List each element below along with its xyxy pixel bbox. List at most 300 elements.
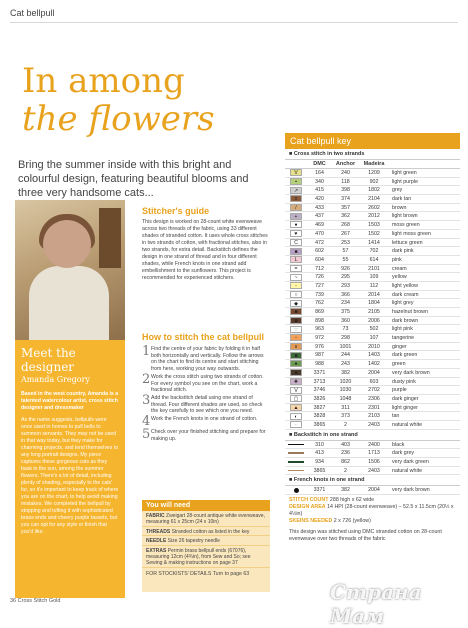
madeira-code: 902: [369, 178, 379, 185]
key-symbol-cell: [285, 449, 307, 457]
thread-swatch: ~: [290, 274, 302, 281]
madeira-code: 2306: [368, 395, 380, 402]
french-knot-dot: [294, 488, 299, 493]
thread-name: grey: [392, 187, 403, 194]
madeira-code: 2104: [368, 196, 380, 203]
thread-name: light moss green: [392, 230, 431, 237]
dmc-code: 413: [315, 450, 324, 457]
you-will-need-box: [142, 500, 270, 592]
thread-swatch: x: [290, 195, 302, 202]
dmc-code: 762: [315, 300, 324, 307]
key-row: [285, 317, 460, 326]
need-heading: You will need: [142, 500, 270, 511]
anchor-code: 374: [341, 196, 350, 203]
design-area: DESIGN AREA 14 HPI (28-count evenweave) – 52.5 x 11.5cm (20½ x 4½in): [289, 504, 454, 518]
thread-swatch: ■: [290, 248, 302, 255]
dmc-code: 869: [315, 309, 324, 315]
key-row: [285, 247, 460, 256]
anchor-code: 373: [341, 413, 350, 420]
thread-name: moss green: [392, 222, 420, 229]
key-row: [285, 386, 460, 395]
key-row: [285, 273, 460, 282]
designer-name: Amanda Gregory: [21, 375, 90, 384]
key-symbol-cell: [285, 282, 307, 290]
thread-name: dark cream: [392, 291, 419, 298]
key-row: [285, 486, 460, 495]
key-symbol-cell: [285, 169, 307, 177]
anchor-code: 73: [342, 326, 349, 333]
key-symbol-cell: [285, 186, 307, 194]
key-title: Cat bellpull key: [285, 133, 460, 149]
madeira-code: 107: [369, 335, 379, 342]
anchor-code: 311: [341, 404, 350, 411]
key-symbol-cell: [285, 360, 307, 368]
key-symbol-cell: [285, 421, 307, 429]
dmc-code: 898: [315, 317, 324, 324]
madeira-code: 1503: [368, 222, 380, 229]
key-row: [285, 212, 460, 221]
key-symbol-cell: [285, 378, 307, 386]
designer-heading: Meet the designer: [21, 346, 76, 374]
thread-swatch: -: [290, 282, 302, 289]
anchor-code: 2: [344, 421, 347, 428]
dmc-code: 963: [315, 326, 324, 333]
designer-bio: As the name suggests, bellpulls were once used in homes to pull bells to summon servants. They may not be used in that way today, but they make for charming projects, and lend themselves to any long portrait designs. My piece captures these gorgeous cats as they bask in the sun, among the summer flowers. There's a lot of detail, including plenty of shading, especially to the cats' fur, so it's important to keep track of where you are on the chart, to help avoid making mistakes. We completed the bellpull by stopping and tufting it with sophisticated brass ends and cheery purple tassels, but you can opt for any style or finish that you'd like.: [21, 417, 119, 535]
stitch-count: STITCH COUNT 288 high x 62 wide: [289, 497, 375, 504]
cross-stitch-heading: ■ Cross stitch in two strands: [285, 149, 460, 160]
thread-swatch: ↗: [290, 187, 302, 194]
step-text: Check over your finished stitching and prepare for making up.: [151, 429, 266, 442]
guide-text: This design is worked on 28-count white evenweave across two threads of the fabric, using 33 different shades of stranded cotton. It uses whole cross stitches in two strands of cotton, with fractional stitches, also in two strands, for extra detail. Backstitch defines the design in one strand of thread and in four different shades, while French knots in one strand add embellishment to the sunflowers. This project is recommended for experienced stitchers.: [142, 219, 268, 281]
watermark-logo: Страна Мам: [330, 580, 422, 628]
backstitch-line: [288, 470, 304, 472]
dmc-code: 3865: [313, 421, 326, 428]
thread-swatch: +: [290, 213, 302, 220]
thread-name: brown: [392, 204, 407, 211]
dmc-code: 712: [315, 265, 324, 272]
dmc-code: 727: [315, 282, 324, 289]
madeira-code: 1802: [368, 187, 380, 194]
key-row: [285, 458, 460, 467]
anchor-code: 236: [341, 450, 350, 457]
thread-name: dark grey: [392, 450, 415, 457]
thread-swatch: L: [290, 256, 302, 263]
need-row: [142, 511, 270, 527]
madeira-code: 614: [369, 256, 379, 263]
dmc-code: 310: [315, 441, 324, 448]
madeira-code: 2014: [368, 291, 380, 298]
thread-name: ginger: [392, 343, 407, 350]
dmc-code: 934: [315, 459, 324, 465]
dmc-code: 3746: [313, 387, 326, 394]
anchor-code: 243: [341, 361, 350, 368]
anchor-code: 267: [341, 230, 350, 237]
thread-swatch: ·: [290, 421, 302, 428]
dmc-code: 3371: [313, 487, 326, 494]
anchor-code: 1048: [339, 395, 352, 402]
backstitch-line: [288, 444, 304, 446]
thread-swatch: ∵: [290, 326, 302, 333]
stockists-line: FOR STOCKISTS' DETAILS Turn to page 63: [146, 570, 250, 577]
thread-swatch: ◐: [290, 413, 302, 420]
thread-name: purple: [392, 387, 407, 394]
dmc-code: 3828: [313, 413, 326, 420]
dmc-code: 987: [315, 352, 324, 359]
dmc-code: 470: [315, 230, 324, 237]
howto-heading: How to stitch the cat bellpull: [142, 332, 265, 342]
anchor-code: 360: [341, 317, 350, 324]
key-symbol-cell: [285, 486, 307, 494]
thread-swatch: ■: [290, 317, 302, 324]
key-symbol-cell: [285, 412, 307, 420]
anchor-code: 862: [341, 459, 350, 465]
thread-swatch: ●: [290, 360, 302, 367]
anchor-code: 382: [341, 369, 350, 376]
step-number: 5: [142, 427, 151, 443]
thread-name: very dark green: [392, 459, 429, 465]
key-symbol-cell: [285, 212, 307, 220]
madeira-code: 2101: [368, 265, 380, 272]
key-note: This design was stitched using DMC stranded cotton on 28-count evenweave over two threads of the fabric: [289, 529, 442, 543]
thread-name: very dark brown: [392, 369, 430, 376]
backstitch-line: [288, 452, 304, 454]
key-symbol-cell: [285, 325, 307, 333]
thread-swatch: ■: [290, 352, 302, 359]
thread-name: tan: [392, 413, 400, 420]
key-row: [285, 395, 460, 404]
dmc-code: 3865: [313, 467, 326, 474]
madeira-code: 1209: [368, 170, 380, 176]
intro-text: Bring the summer inside with this bright and colourful design, featuring beautiful blooms and three very handsome cats...: [18, 159, 249, 199]
madeira-code: 2006: [368, 317, 380, 324]
key-row: [285, 351, 460, 360]
thread-name: dark brown: [392, 317, 419, 324]
madeira-code: 1506: [368, 459, 380, 465]
col-madeira: Madeira: [363, 161, 385, 167]
key-row: [285, 282, 460, 291]
thread-name: dusty pink: [392, 378, 416, 385]
thread-name: light grey: [392, 300, 414, 307]
thread-swatch: ▪: [290, 178, 302, 185]
anchor-code: 398: [341, 187, 350, 194]
key-row: [285, 169, 460, 178]
need-text: Permin brass bellpull ends (67076), measuring 12cm (4¾in), from Sew and So; see Sewing & making instructions on page 37: [146, 547, 251, 567]
madeira-code: 112: [369, 282, 379, 289]
how-to-stitch: [142, 332, 270, 443]
howto-step: [142, 416, 270, 428]
howto-steps: [142, 346, 270, 442]
key-row: [285, 343, 460, 352]
anchor-code: 1030: [339, 387, 352, 394]
dmc-code: 415: [315, 187, 324, 194]
need-text: Stranded cotton as listed in the key: [171, 528, 250, 535]
key-symbol-cell: [285, 221, 307, 229]
key-symbol-cell: [285, 369, 307, 377]
dmc-code: 437: [315, 213, 324, 220]
key-symbol-cell: [285, 204, 307, 212]
key-symbol-cell: [285, 317, 307, 325]
need-label: FABRIC: [146, 513, 165, 519]
key-row: [285, 178, 460, 187]
thread-swatch: ∧: [290, 343, 302, 350]
thread-name: green: [392, 361, 406, 368]
key-row: [285, 239, 460, 248]
dmc-code: 604: [315, 256, 324, 263]
anchor-code: 268: [341, 222, 350, 229]
thread-swatch: ▲: [290, 404, 302, 411]
designer-photo: [15, 200, 125, 340]
thread-name: natural white: [392, 421, 423, 428]
headline-line-1: In among: [22, 61, 185, 101]
key-symbol-cell: [285, 247, 307, 255]
thread-name: dark pink: [392, 248, 414, 255]
thread-name: light yellow: [392, 282, 418, 289]
key-symbol-cell: [285, 195, 307, 203]
key-row: [285, 441, 460, 450]
key-row: [285, 230, 460, 239]
thread-name: cream: [392, 265, 407, 272]
anchor-code: 253: [341, 239, 350, 246]
top-rule: [10, 22, 458, 23]
madeira-code: 2012: [368, 213, 380, 220]
key-symbol-cell: [285, 265, 307, 273]
dmc-code: 340: [315, 178, 324, 185]
thread-swatch: ●: [290, 221, 302, 228]
thread-swatch: C: [290, 239, 302, 246]
madeira-code: 2010: [368, 343, 380, 350]
key-footer: [285, 495, 460, 545]
designer-card: [15, 340, 125, 598]
anchor-code: 362: [341, 213, 350, 220]
dmc-code: 420: [315, 196, 324, 203]
thread-swatch: ♥: [290, 230, 302, 237]
anchor-code: 357: [341, 204, 350, 211]
thread-name: light green: [392, 170, 417, 176]
key-symbol-cell: [285, 386, 307, 394]
anchor-code: 298: [341, 335, 350, 342]
key-row: [285, 195, 460, 204]
madeira-code: 702: [369, 248, 379, 255]
key-row: [285, 369, 460, 378]
key-row: [285, 467, 460, 476]
french-knot-heading: ■ French knots in one strand: [285, 475, 460, 486]
dmc-code: 469: [315, 222, 324, 229]
page-footer: 36 Cross Stitch Gold: [10, 598, 61, 604]
key-column-headers: [285, 160, 460, 169]
dmc-code: 3826: [313, 395, 326, 402]
thread-swatch: ○: [290, 291, 302, 298]
need-label: NEEDLE: [146, 538, 167, 545]
stitchers-guide: [142, 206, 270, 282]
thread-name: dark tan: [392, 196, 412, 203]
madeira-code: 2103: [368, 413, 380, 420]
thread-swatch: ✚: [290, 378, 302, 385]
dmc-code: 739: [315, 291, 324, 298]
anchor-code: 295: [341, 274, 350, 281]
anchor-code: 1001: [339, 343, 352, 350]
dmc-code: 976: [315, 343, 324, 350]
anchor-code: 403: [341, 441, 350, 448]
key-symbol-cell: [285, 458, 307, 466]
anchor-code: 57: [342, 248, 349, 255]
thread-swatch: ■: [290, 369, 302, 376]
key-row: [285, 265, 460, 274]
key-row: [285, 204, 460, 213]
key-row: [285, 404, 460, 413]
madeira-code: 2400: [368, 441, 380, 448]
step-number: 1: [142, 344, 151, 359]
section-label: Cat bellpull: [10, 8, 55, 18]
need-text: Zweigart 28-count antique white evenweave, measuring 61 x 25cm (24 x 10in): [146, 513, 265, 526]
need-label: EXTRAS: [146, 547, 167, 554]
anchor-code: 926: [341, 265, 350, 272]
madeira-code: 1403: [368, 352, 380, 359]
thread-name: lettuce green: [392, 239, 423, 246]
dmc-code: 3827: [313, 404, 326, 411]
thread-name: pink: [392, 256, 402, 263]
need-rows: [142, 511, 270, 568]
thread-name: tangerine: [392, 335, 415, 342]
cross-stitch-rows: [285, 169, 460, 430]
key-symbol-cell: [285, 178, 307, 186]
thread-key: [285, 133, 460, 593]
key-symbol-cell: [285, 467, 307, 475]
anchor-code: 382: [341, 487, 350, 494]
thread-swatch: ■: [290, 308, 302, 315]
backstitch-rows: [285, 441, 460, 476]
anchor-code: 55: [342, 256, 349, 263]
thread-name: light purple: [392, 178, 418, 185]
thread-swatch: V: [290, 387, 302, 394]
madeira-code: 2004: [368, 369, 380, 376]
key-row: [285, 308, 460, 317]
anchor-code: 366: [341, 291, 350, 298]
anchor-code: 244: [341, 352, 350, 359]
howto-step: [142, 429, 270, 442]
madeira-code: 2702: [368, 387, 380, 394]
madeira-code: 1713: [368, 450, 380, 457]
howto-step: [142, 371, 270, 394]
dmc-code: 433: [315, 204, 324, 211]
step-text: Find the centre of your fabric by folding it in half both horizontally and vertically. Follow the arrows on the chart to find its centre and start stitching from here, working your way outwards.: [151, 346, 264, 373]
anchor-code: 293: [341, 282, 350, 289]
thread-swatch: ▫: [290, 334, 302, 341]
anchor-code: 1020: [339, 378, 352, 385]
thread-swatch: V: [290, 169, 302, 176]
key-symbol-cell: [285, 299, 307, 307]
madeira-code: 2602: [368, 204, 380, 211]
thread-name: light brown: [392, 213, 418, 220]
anchor-code: 118: [341, 178, 350, 185]
need-text: Size 26 tapestry needle: [167, 538, 220, 545]
dmc-code: 472: [315, 239, 324, 246]
need-label: THREADS: [146, 528, 171, 535]
key-row: [285, 256, 460, 265]
thread-swatch: =: [290, 265, 302, 272]
step-number: 3: [142, 392, 151, 408]
need-row: [142, 536, 270, 545]
anchor-code: 2: [344, 467, 347, 474]
key-symbol-cell: [285, 351, 307, 359]
madeira-code: 603: [369, 378, 379, 385]
key-symbol-cell: [285, 230, 307, 238]
thread-name: very dark brown: [392, 487, 430, 494]
key-row: [285, 299, 460, 308]
backstitch-heading: ■ Backstitch in one strand: [285, 430, 460, 441]
madeira-code: 1502: [368, 230, 380, 237]
step-number: 4: [142, 414, 151, 430]
need-row: [142, 527, 270, 536]
thread-name: natural white: [392, 467, 423, 474]
dmc-code: 3713: [313, 378, 326, 385]
step-number: 2: [142, 371, 151, 387]
key-row: [285, 221, 460, 230]
key-row: [285, 412, 460, 421]
key-symbol-cell: [285, 404, 307, 412]
key-symbol-cell: [285, 273, 307, 281]
anchor-code: 240: [341, 170, 350, 176]
key-symbol-cell: [285, 441, 307, 449]
skeins-needed: SKEINS NEEDED 2 x 726 (yellow): [289, 518, 371, 525]
thread-swatch: /: [290, 204, 302, 211]
madeira-code: 2004: [368, 487, 380, 494]
madeira-code: 1414: [368, 239, 380, 246]
madeira-code: 109: [369, 274, 379, 281]
key-row: [285, 378, 460, 387]
madeira-code: 1402: [368, 361, 380, 368]
thread-name: light ginger: [392, 404, 418, 411]
key-symbol-cell: [285, 256, 307, 264]
key-symbol-cell: [285, 343, 307, 351]
dmc-code: 602: [315, 248, 324, 255]
key-symbol-cell: [285, 291, 307, 299]
key-row: [285, 421, 460, 430]
madeira-code: 2301: [368, 404, 380, 411]
french-knot-rows: [285, 486, 460, 495]
madeira-code: 2403: [368, 421, 380, 428]
dmc-code: 164: [315, 170, 324, 176]
thread-swatch: ▢: [290, 395, 302, 402]
need-row: [142, 546, 270, 568]
designer-bio-lead: Based in the west country, Amanda is a talented watercolour artist, cross stitch designer and dressmaker: [21, 391, 119, 411]
step-text: Add the backstitch detail using one strand of thread. Four different shades are used, so check the key carefully to see which one you need.: [151, 394, 263, 415]
key-row: [285, 449, 460, 458]
thread-name: dark ginger: [392, 395, 419, 402]
thread-name: black: [392, 441, 405, 448]
key-symbol-cell: [285, 334, 307, 342]
anchor-code: 234: [341, 300, 350, 307]
key-symbol-cell: [285, 308, 307, 316]
dmc-code: 972: [315, 335, 324, 342]
madeira-code: 502: [369, 326, 379, 333]
headline: [22, 62, 215, 138]
howto-step: [142, 346, 270, 373]
step-text: Work the French knots in one strand of cotton.: [151, 416, 258, 423]
key-symbol-cell: [285, 395, 307, 403]
madeira-code: 1804: [368, 300, 380, 307]
dmc-code: 3371: [313, 369, 326, 376]
key-symbol-cell: [285, 239, 307, 247]
key-row: [285, 325, 460, 334]
guide-heading: Stitcher's guide: [142, 206, 210, 216]
dmc-code: 988: [315, 361, 324, 368]
key-row: [285, 334, 460, 343]
thread-name: yellow: [392, 274, 407, 281]
anchor-code: 375: [341, 309, 350, 315]
howto-step: [142, 392, 270, 415]
key-row: [285, 291, 460, 300]
key-row: [285, 186, 460, 195]
